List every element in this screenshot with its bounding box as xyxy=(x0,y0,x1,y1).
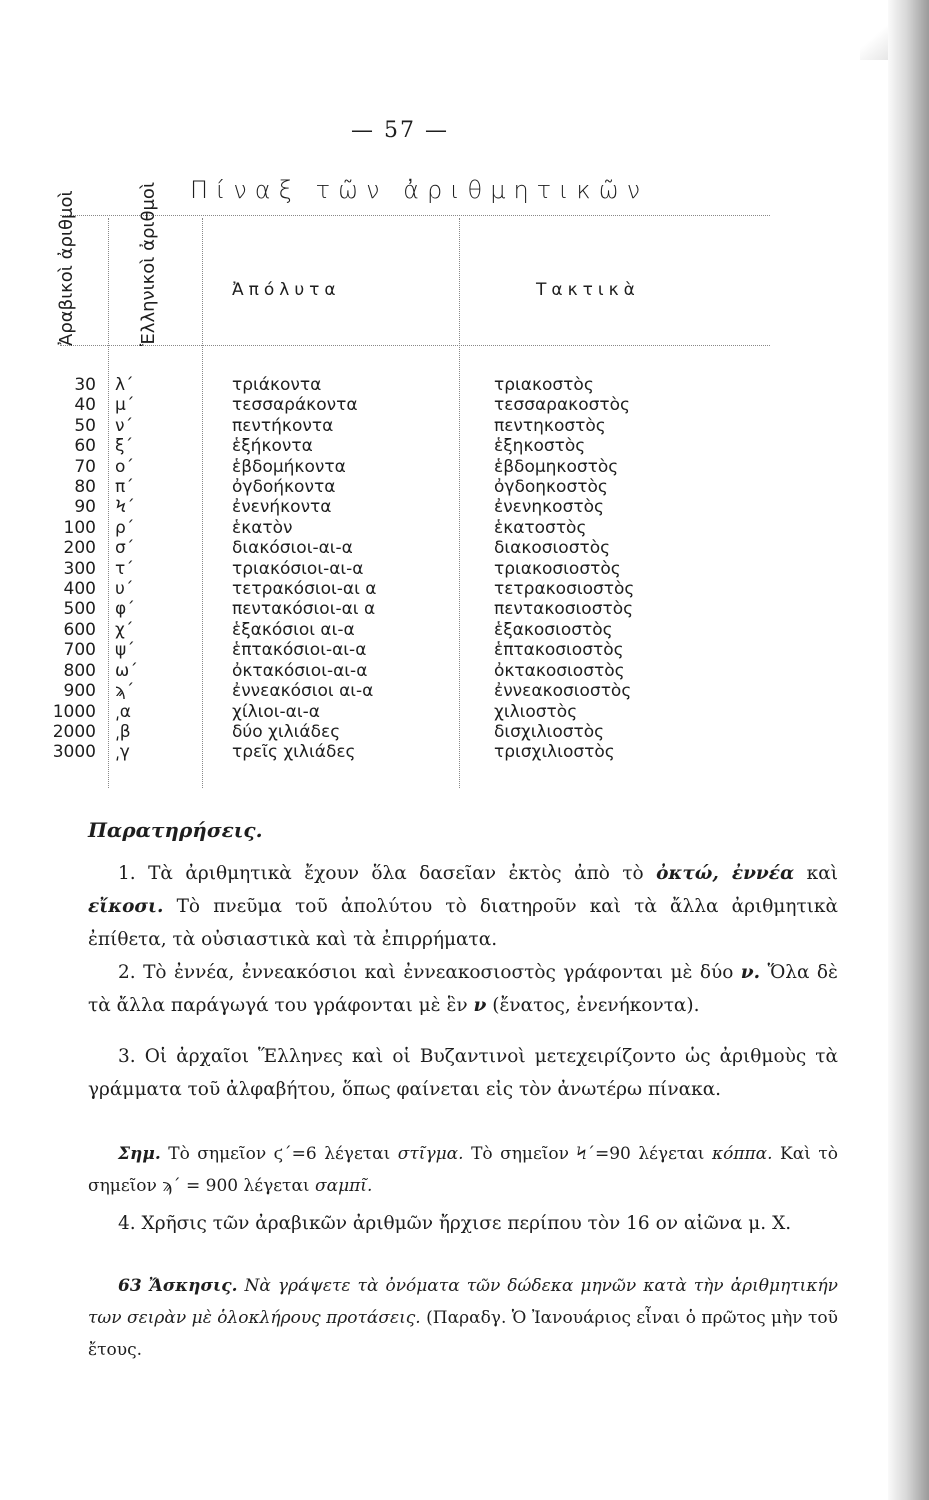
arabic-numeral-cell: 70 xyxy=(74,456,96,477)
header-arabic-numerals: Ἀραβικοὶ ἀριθμοὶ xyxy=(56,190,77,346)
cardinal-number-cell: πεντακόσιοι-αι α xyxy=(232,599,376,620)
cardinal-number-cell: χίλιοι-αι-α xyxy=(232,701,320,722)
cardinal-number-cell: τρεῖς χιλιάδες xyxy=(232,742,356,763)
ordinal-number-cell: τεσσαρακοστὸς xyxy=(494,395,630,416)
ordinal-number-cell: ἐννεακοσιοστὸς xyxy=(494,681,632,702)
ordinal-number-cell: διακοσιοστὸς xyxy=(494,538,611,559)
cardinal-number-cell: ἐννεακόσιοι αι-α xyxy=(232,681,374,702)
column-divider-3 xyxy=(459,218,460,788)
note-1-text-c: καὶ xyxy=(806,863,838,884)
ordinal-number-cell: τριακοστὸς xyxy=(494,375,594,395)
cardinal-number-cell: ὀκτακόσιοι-αι-α xyxy=(232,660,368,681)
table-top-rule xyxy=(60,215,770,216)
arabic-numeral-cell: 60 xyxy=(74,436,96,457)
ordinal-number-cell: ἑξακοσιοστὸς xyxy=(494,619,613,640)
arabic-numeral-cell: 800 xyxy=(63,660,96,681)
greek-numeral-cell: υ΄ xyxy=(115,579,134,600)
ordinal-number-cell: ἐνενηκοστὸς xyxy=(494,497,604,518)
page-number: — 57 — xyxy=(351,118,449,143)
arabic-numeral-cell: 40 xyxy=(74,395,96,416)
greek-numeral-cell: ͵α xyxy=(115,701,131,722)
cardinal-number-cell: ἑξακόσιοι αι-α xyxy=(232,619,355,640)
note-sim-stigma: στῖγμα. xyxy=(397,1144,464,1164)
arabic-numeral-cell: 3000 xyxy=(52,742,96,763)
note-1-text-e: Τὸ πνεῦμα τοῦ ἀπολύτου τὸ διατηροῦν καὶ τὰ ἄλλα ἀριθμητικὰ ἐπίθετα, τὰ οὐσιαστικὰ καὶ τὰ ἐπιρρήματα. xyxy=(88,896,838,950)
header-ordinal: Τακτικὰ xyxy=(536,280,640,300)
greek-numeral-cell: Ϟ΄ xyxy=(115,497,135,518)
cardinal-number-cell: ἑκατὸν xyxy=(232,517,293,538)
note-sim-koppa: κόππα. xyxy=(711,1144,773,1164)
note-3-number: 3. xyxy=(118,1046,136,1067)
note-sim-text-a: Τὸ σημεῖον ϛ΄=6 λέγεται xyxy=(168,1144,391,1164)
exercise-prompt: Νὰ γράψετε τὰ ὀνόματα τῶν δώδεκα μηνῶν κατὰ τὴν ἀριθμητικήν των σειρὰν μὲ ὁλοκλήρους προτάσεις. xyxy=(88,1276,839,1328)
note-1 xyxy=(88,857,838,956)
cardinal-number-cell: ἑβδομήκοντα xyxy=(232,456,346,477)
ordinal-column xyxy=(494,375,754,763)
arabic-numeral-cell: 1000 xyxy=(52,701,96,722)
greek-numerals-column xyxy=(115,375,175,763)
greek-numeral-cell: π΄ xyxy=(115,477,134,498)
note-2 xyxy=(88,956,838,1022)
note-4-text: Χρῆσις τῶν ἀραβικῶν ἀριθμῶν ἤρχισε περίπου τὸν 16 ον αἰῶνα μ. Χ. xyxy=(141,1213,792,1234)
note-4-number: 4. xyxy=(118,1213,136,1234)
arabic-numeral-cell: 400 xyxy=(63,579,96,600)
note-2-emph-a: ν. xyxy=(740,962,761,983)
greek-numeral-cell: λ΄ xyxy=(115,375,134,395)
ordinal-number-cell: τρισχιλιοστὸς xyxy=(494,742,615,763)
arabic-numeral-cell: 2000 xyxy=(52,721,96,742)
note-1-emph-a: ὀκτώ, ἐννέα xyxy=(656,863,795,884)
greek-numeral-cell: σ΄ xyxy=(115,538,135,559)
greek-numeral-cell: ο΄ xyxy=(115,456,134,477)
cardinal-number-cell: τριάκοντα xyxy=(232,375,322,395)
note-2-text-c: Ὅλα δὲ τὰ ἄλλα παράγωγά του γράφονται μὲ ἓν xyxy=(88,962,838,1016)
column-divider-1 xyxy=(108,218,109,788)
cardinal-number-cell: ὀγδοήκοντα xyxy=(232,477,336,498)
cardinal-number-cell: τετρακόσιοι-αι α xyxy=(232,579,377,600)
arabic-numeral-cell: 900 xyxy=(63,681,96,702)
arabic-numeral-cell: 50 xyxy=(74,415,96,436)
ordinal-number-cell: χιλιοστὸς xyxy=(494,701,578,722)
note-1-number: 1. xyxy=(118,863,136,884)
ordinal-number-cell: ἑκατοστὸς xyxy=(494,517,587,538)
ordinal-number-cell: ὀκτακοσιοστὸς xyxy=(494,660,625,681)
cardinal-number-cell: ἑπτακόσιοι-αι-α xyxy=(232,640,367,661)
note-2-emph-b: ν xyxy=(473,995,487,1016)
cardinal-number-cell: διακόσιοι-αι-α xyxy=(232,538,353,559)
ordinal-number-cell: δισχιλιοστὸς xyxy=(494,721,605,742)
arabic-numerals-column xyxy=(40,375,96,763)
header-greek-numerals: Ἑλληνικοὶ ἀριθμοὶ xyxy=(138,181,159,346)
exercise-number: 63 xyxy=(118,1276,142,1296)
note-sim-sampi: σαμπῖ. xyxy=(315,1176,373,1196)
greek-numeral-cell: ψ΄ xyxy=(115,640,135,661)
arabic-numeral-cell: 30 xyxy=(74,375,96,395)
cardinal-number-cell: τριακόσιοι-αι-α xyxy=(232,558,364,579)
exercise-63 xyxy=(88,1270,838,1366)
note-4 xyxy=(88,1207,838,1240)
exercise-label: Ἄσκησις. xyxy=(148,1276,238,1296)
greek-numeral-cell: μ΄ xyxy=(115,395,135,416)
arabic-numeral-cell: 200 xyxy=(63,538,96,559)
arabic-numeral-cell: 90 xyxy=(74,497,96,518)
arabic-numeral-cell: 300 xyxy=(63,558,96,579)
arabic-numeral-cell: 700 xyxy=(63,640,96,661)
note-2-text-e: (ἔνατος, ἐνενήκοντα). xyxy=(492,995,700,1016)
ordinal-number-cell: πεντηκοστὸς xyxy=(494,415,606,436)
greek-numeral-cell: ν΄ xyxy=(115,415,133,436)
greek-numeral-cell: χ΄ xyxy=(115,619,134,640)
cardinal-number-cell: ἑξήκοντα xyxy=(232,436,313,457)
table-title: Πίναξ τῶν ἀριθμητικῶν xyxy=(190,176,649,204)
page-edge-shadow xyxy=(888,0,929,1500)
note-sim xyxy=(88,1138,838,1202)
greek-numeral-cell: ρ΄ xyxy=(115,517,135,538)
note-sim-text-e: Καὶ τὸ σημεῖον ϡ΄ = 900 λέγεται xyxy=(88,1144,839,1196)
note-1-emph-b: εἴκοσι. xyxy=(88,896,164,917)
ordinal-number-cell: τριακοσιοστὸς xyxy=(494,558,621,579)
ordinal-number-cell: ἑξηκοστὸς xyxy=(494,436,586,457)
notes-heading: Παρατηρήσεις. xyxy=(88,818,263,842)
greek-numeral-cell: ͵β xyxy=(115,721,131,742)
greek-numeral-cell: ω΄ xyxy=(115,660,138,681)
note-3-text: Οἱ ἀρχαῖοι Ἕλληνες καὶ οἱ Βυζαντινοὶ μετεχειρίζοντο ὡς ἀριθμοὺς τὰ γράμματα τοῦ ἀλφαβήτου, ὅπως φαίνεται εἰς τὸν ἀνωτέρω πίνακα. xyxy=(88,1046,838,1100)
cardinal-number-cell: δύο χιλιάδες xyxy=(232,721,341,742)
cardinal-number-cell: πεντήκοντα xyxy=(232,415,334,436)
note-1-text-a: Τὰ ἀριθμητικὰ ἔχουν ὅλα δασεῖαν ἐκτὸς ἀπὸ τὸ xyxy=(148,863,644,884)
header-cardinal: Ἀπόλυτα xyxy=(232,280,341,300)
arabic-numeral-cell: 80 xyxy=(74,477,96,498)
ordinal-number-cell: ἑβδομηκοστὸς xyxy=(494,456,619,477)
exercise-example: (Παραδγ. Ὁ Ἰανουάριος εἶναι ὁ πρῶτος μὴν τοῦ ἔτους. xyxy=(88,1308,839,1360)
cardinal-number-cell: τεσσαράκοντα xyxy=(232,395,358,416)
note-3 xyxy=(88,1040,838,1106)
arabic-numeral-cell: 500 xyxy=(63,599,96,620)
ordinal-number-cell: ὀγδοηκοστὸς xyxy=(494,477,608,498)
greek-numeral-cell: ͵γ xyxy=(115,742,130,763)
note-sim-text-c: Τὸ σημεῖον Ϟ΄=90 λέγεται xyxy=(471,1144,705,1164)
greek-numeral-cell: ϡ΄ xyxy=(115,681,135,702)
greek-numeral-cell: φ΄ xyxy=(115,599,135,620)
note-2-number: 2. xyxy=(118,962,136,983)
cardinal-column xyxy=(232,375,452,763)
greek-numeral-cell: τ΄ xyxy=(115,558,134,579)
ordinal-number-cell: πεντακοσιοστὸς xyxy=(494,599,634,620)
note-2-text-a: Τὸ ἐννέα, ἐννεακόσιοι καὶ ἐννεακοσιοστὸς γράφονται μὲ δύο xyxy=(143,962,734,983)
column-divider-2 xyxy=(202,218,203,788)
cardinal-number-cell: ἐνενήκοντα xyxy=(232,497,332,518)
greek-numeral-cell: ξ΄ xyxy=(115,436,133,457)
ordinal-number-cell: τετρακοσιοστὸς xyxy=(494,579,635,600)
ordinal-number-cell: ἑπτακοσιοστὸς xyxy=(494,640,624,661)
arabic-numeral-cell: 100 xyxy=(63,517,96,538)
arabic-numeral-cell: 600 xyxy=(63,619,96,640)
note-sim-label: Σημ. xyxy=(118,1144,161,1164)
